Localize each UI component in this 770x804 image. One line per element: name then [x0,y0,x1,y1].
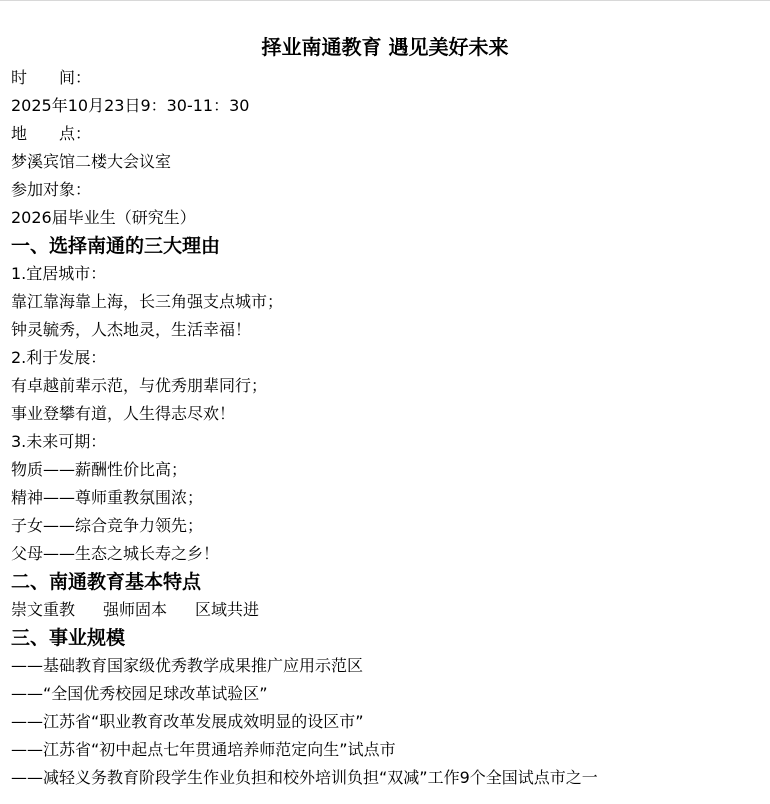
top-divider [0,0,770,1]
audience-value: 2026届毕业生（研究生） [11,208,196,227]
feature-item: 区域共进 [195,600,260,619]
section-heading-scale: 三、事业规模 [11,627,126,649]
feature-item: 崇文重教 [11,600,76,619]
features-row [11,596,766,624]
reason-line: 精神——尊师重教氛围浓； [11,488,204,507]
reason-line: 物质——薪酬性价比高； [11,460,188,479]
scale-item: ——基础教育国家级优秀教学成果推广应用示范区 [11,656,364,675]
time-value: 2025年10月23日9：30-11：30 [11,96,250,115]
page-title: 择业南通教育 遇见美好未来 [261,35,509,59]
scale-item: ——减轻义务教育阶段学生作业负担和校外培训负担“双减”工作9个全国试点市之一 [11,768,598,787]
reason-line: 事业登攀有道，人生得志尽欢！ [11,404,236,423]
document-body [11,64,766,792]
audience-label: 参加对象： [11,180,92,199]
place-label: 地 点： [11,124,92,143]
reason-line: 子女——综合竞争力领先； [11,516,204,535]
time-label: 时 间： [11,68,92,87]
place-value: 梦溪宾馆二楼大会议室 [11,152,172,171]
scale-item: ——江苏省“职业教育改革发展成效明显的设区市” [11,712,364,731]
reason-line: 钟灵毓秀，人杰地灵，生活幸福！ [11,320,252,339]
feature-item: 强师固本 [103,600,168,619]
scale-item: ——江苏省“初中起点七年贯通培养师范定向生”试点市 [11,740,396,759]
reason-line: 父母——生态之城长寿之乡！ [11,544,220,563]
reason-title: 3.未来可期： [11,432,107,451]
reason-line: 有卓越前辈示范，与优秀朋辈同行； [11,376,268,395]
section-heading-reasons: 一、选择南通的三大理由 [11,235,221,257]
reason-title: 1.宜居城市： [11,264,107,283]
section-heading-features: 二、南通教育基本特点 [11,571,202,593]
reason-title: 2.利于发展： [11,348,107,367]
reason-line: 靠江靠海靠上海，长三角强支点城市； [11,292,284,311]
scale-item: ——“全国优秀校园足球改革试验区” [11,684,268,703]
